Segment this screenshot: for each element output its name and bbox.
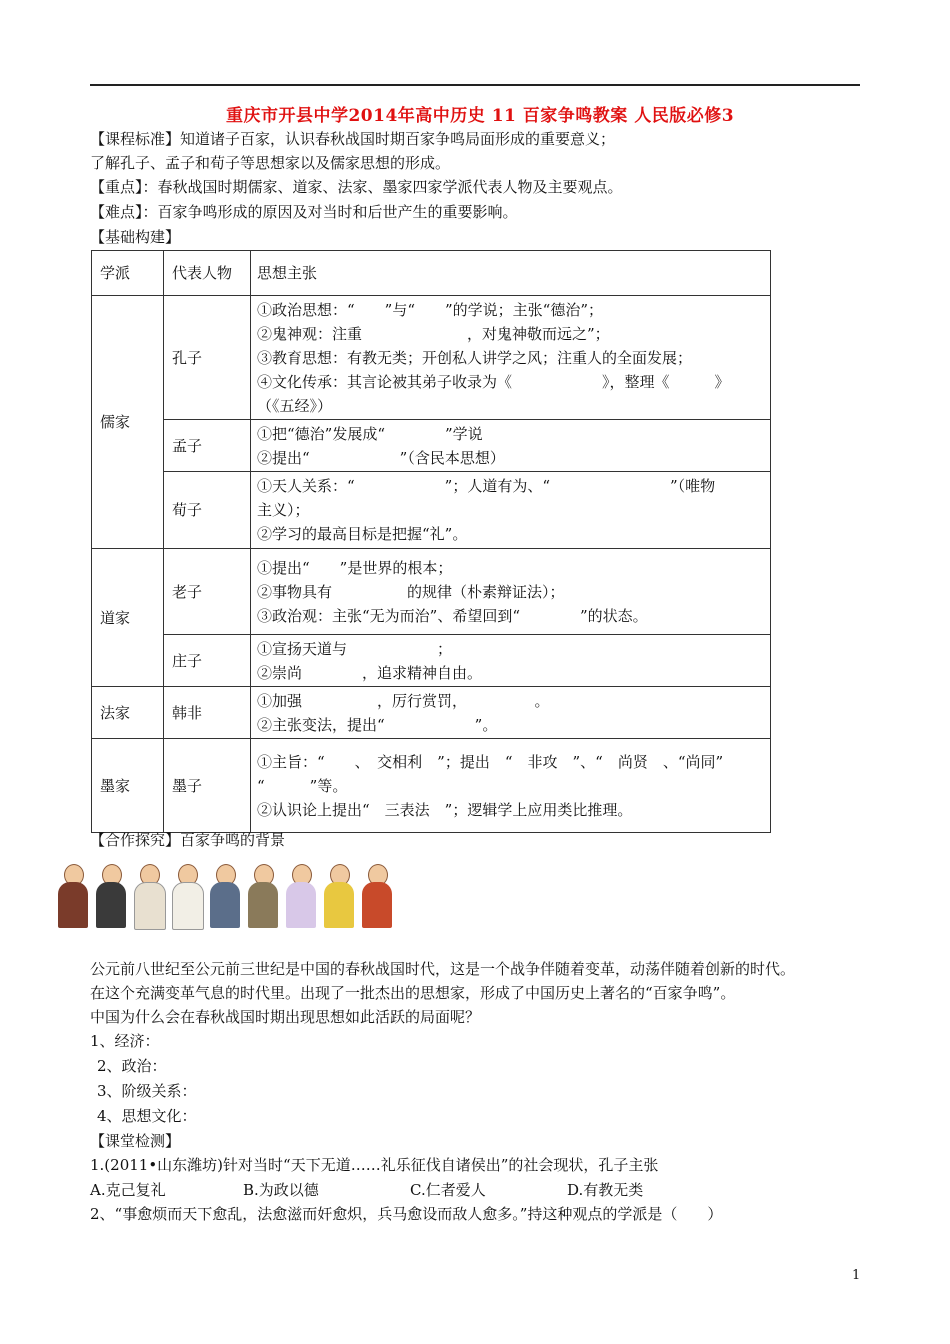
header-ideas: 思想主张 <box>251 251 771 296</box>
explore-question: 中国为什么会在春秋战国时期出现思想如此活跃的局面呢？ <box>90 1008 481 1026</box>
header-school: 学派 <box>92 251 164 296</box>
portrait-icon <box>321 860 357 930</box>
question-1-option-d: D.有教无类 <box>567 1181 644 1199</box>
idea-line: ①政治思想：“ ”与“ ”的学说；主张“德治”； <box>257 300 604 319</box>
idea-line: ②学习的最高目标是把握“礼”。 <box>257 525 468 543</box>
schools-table <box>91 250 771 833</box>
idea-line: ②认识论上提出“ 三表法 ”；逻辑学上应用类比推理。 <box>257 800 633 819</box>
idea-line: ①天人关系：“ ”；人道有为、“ ”（唯物 <box>257 477 716 495</box>
idea-line: ①主旨：“ 、 交相利 ”；提出 “ 非攻 ”、“ 尚贤 、“尚同” <box>257 752 724 771</box>
idea-line: ③政治观：主张“无为而治”、希望回到“ ”的状态。 <box>257 606 648 625</box>
table-row-zhuangzi <box>92 635 771 687</box>
idea-line: 主义）； <box>257 501 310 519</box>
question-1-option-a: A.克己复礼 <box>90 1181 166 1199</box>
explore-item-2: 2、政治： <box>97 1057 167 1075</box>
ideas-laozi <box>251 549 771 635</box>
question-1-option-c: C.仁者爱人 <box>410 1181 486 1199</box>
portrait-icon <box>283 860 319 930</box>
person-laozi: 老子 <box>164 549 251 635</box>
idea-line: ②鬼神观：注重 ，对鬼神敬而远之”； <box>257 324 610 343</box>
ideas-mengzi <box>251 420 771 472</box>
idea-line: ①提出“ ”是世界的根本； <box>257 558 453 577</box>
person-zhuangzi: 庄子 <box>164 635 251 687</box>
explore-item-1: 1、经济： <box>90 1032 160 1050</box>
course-standard-line-1: 【课程标准】知道诸子百家，认识春秋战国时期百家争鸣局面形成的重要意义； <box>90 130 616 148</box>
explore-para-1: 公元前八世纪至公元前三世纪是中国的春秋战国时代，这是一个战争伴随着变革，动荡伴随着创新的时代。 <box>90 960 796 978</box>
page-number: 1 <box>852 1268 861 1283</box>
person-kongzi: 孔子 <box>164 296 251 420</box>
explore-heading: 【合作探究】百家争鸣的背景 <box>90 831 286 849</box>
question-1-option-b: B.为政以德 <box>243 1181 319 1199</box>
portrait-icon <box>169 860 205 930</box>
top-rule <box>90 84 860 86</box>
idea-line: ①宣扬天道与 ； <box>257 639 453 658</box>
question-1: 1.(2011•山东潍坊)针对当时“天下无道……礼乐征伐自诸侯出”的社会现状，孔子主张 <box>90 1156 659 1174</box>
document-title: 重庆市开县中学2014年高中历史 11 百家争鸣教案 人民版必修3 <box>225 106 735 126</box>
table-row-kongzi <box>92 296 771 420</box>
idea-line: ②主张变法，提出“ ”。 <box>257 715 498 734</box>
idea-line: ①把“德治”发展成“ ”学说 <box>257 424 483 443</box>
table-row-mozi <box>92 739 771 833</box>
ideas-mozi <box>251 739 771 833</box>
foundation-heading: 【基础构建】 <box>90 228 181 246</box>
table-row-laozi <box>92 549 771 635</box>
table-row-xunzi <box>92 472 771 549</box>
question-2: 2、“事愈烦而天下愈乱，法愈滋而奸愈炽，兵马愈设而敌人愈多。”持这种观点的学派是（ ） <box>90 1205 723 1223</box>
course-standard-line-2: 了解孔子、孟子和荀子等思想家以及儒家思想的形成。 <box>90 154 451 172</box>
idea-line: ②提出“ ”（含民本思想） <box>257 448 505 467</box>
school-dao: 道家 <box>92 549 164 687</box>
person-hanfei: 韩非 <box>164 687 251 739</box>
difficulties: 【难点】：百家争鸣形成的原因及对当时和后世产生的重要影响。 <box>90 203 518 221</box>
idea-line: ②事物具有 的规律（朴素辩证法）； <box>257 582 565 601</box>
idea-line: ④文化传承：其言论被其弟子收录为《 》，整理《 》 <box>257 372 730 391</box>
idea-line: ①加强 ，厉行赏罚， 。 <box>257 691 550 710</box>
table-row-hanfei <box>92 687 771 739</box>
portrait-icon <box>207 860 243 930</box>
school-mo: 墨家 <box>92 739 164 833</box>
idea-line: ③教育思想：有教无类；开创私人讲学之风；注重人的全面发展； <box>257 348 693 367</box>
idea-line: “ ”等。 <box>257 776 348 795</box>
school-fa: 法家 <box>92 687 164 739</box>
ideas-kongzi <box>251 296 771 420</box>
portrait-icon <box>245 860 281 930</box>
ideas-zhuangzi <box>251 635 771 687</box>
portrait-icon <box>55 860 91 930</box>
ideas-hanfei <box>251 687 771 739</box>
portrait-icon <box>131 860 167 930</box>
portrait-icon <box>359 860 395 930</box>
thinkers-portraits-image <box>55 856 465 930</box>
explore-para-2: 在这个充满变革气息的时代里。出现了一批杰出的思想家，形成了中国历史上著名的“百家争鸣”。 <box>90 984 736 1002</box>
idea-line: （《五经》） <box>257 396 333 415</box>
person-mozi: 墨子 <box>164 739 251 833</box>
table-row-mengzi <box>92 420 771 472</box>
explore-item-3: 3、阶级关系： <box>97 1082 197 1100</box>
table-header-row <box>92 251 771 296</box>
idea-line: ②崇尚 ，追求精神自由。 <box>257 663 483 682</box>
ideas-xunzi <box>251 472 771 549</box>
test-heading: 【课堂检测】 <box>90 1132 181 1150</box>
key-points: 【重点】：春秋战国时期儒家、道家、法家、墨家四家学派代表人物及主要观点。 <box>90 178 623 196</box>
person-mengzi: 孟子 <box>164 420 251 472</box>
header-person: 代表人物 <box>164 251 251 296</box>
school-ru: 儒家 <box>92 296 164 549</box>
explore-item-4: 4、思想文化： <box>97 1107 197 1125</box>
person-xunzi: 荀子 <box>164 472 251 549</box>
portrait-icon <box>93 860 129 930</box>
